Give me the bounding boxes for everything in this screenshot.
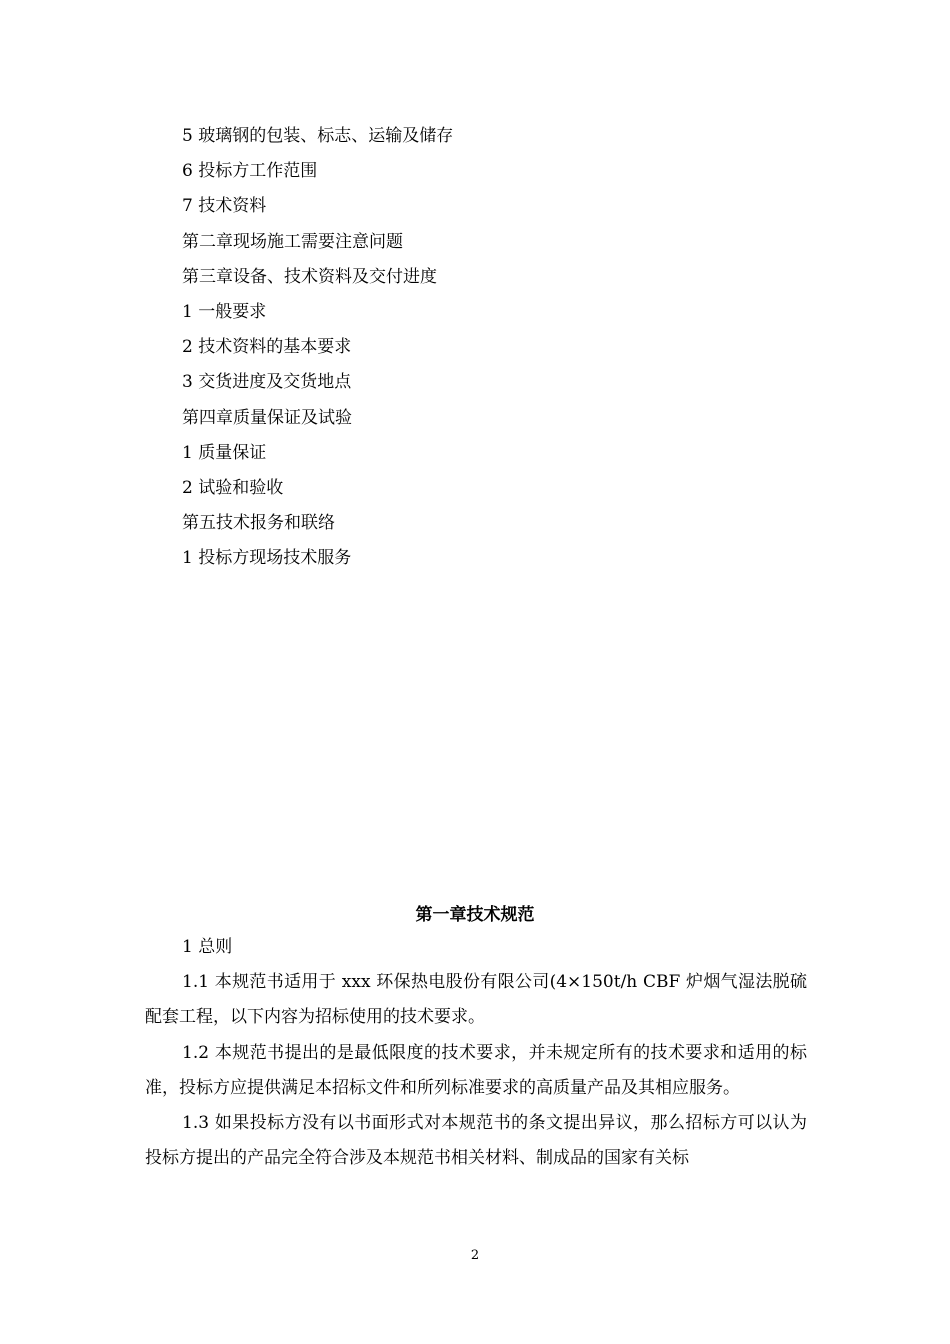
paragraph: 1.3 如果投标方没有以书面形式对本规范书的条文提出异议，那么招标方可以认为投标方提出的产品完全符合涉及本规范书相关材料、制成品的国家有关标 bbox=[145, 1113, 807, 1169]
toc-item: 6 投标方工作范围 bbox=[182, 161, 318, 182]
toc-item: 第三章设备、技术资料及交付进度 bbox=[182, 266, 437, 287]
toc-item: 1 投标方现场技术服务 bbox=[182, 548, 352, 569]
toc-item: 1 质量保证 bbox=[182, 442, 267, 463]
toc-item: 1 一般要求 bbox=[182, 301, 267, 322]
body-text bbox=[145, 930, 807, 1176]
toc-item: 第五技术报务和联络 bbox=[182, 513, 335, 534]
toc-item: 第四章质量保证及试验 bbox=[182, 407, 352, 428]
chapter-title: 第一章技术规范 bbox=[415, 905, 535, 925]
toc-item: 5 玻璃钢的包装、标志、运输及储存 bbox=[182, 126, 454, 146]
page-number: 2 bbox=[470, 1248, 480, 1263]
toc-item: 7 技术资料 bbox=[182, 196, 267, 217]
toc-item: 2 试验和验收 bbox=[182, 477, 284, 498]
section-heading: 1 总则 bbox=[182, 937, 233, 957]
toc-item: 2 技术资料的基本要求 bbox=[182, 337, 352, 358]
table-of-contents bbox=[182, 122, 802, 579]
paragraph: 1.2 本规范书提出的是最低限度的技术要求，并未规定所有的技术要求和适用的标准，投标方应提供满足本招标文件和所列标准要求的高质量产品及其相应服务。 bbox=[145, 1042, 807, 1098]
toc-item: 3 交货进度及交货地点 bbox=[182, 372, 352, 393]
toc-item: 第二章现场施工需要注意问题 bbox=[182, 231, 403, 252]
paragraph: 1.1 本规范书适用于 xxx 环保热电股份有限公司(4×150t/h CBF 炉烟气湿法脱硫配套工程，以下内容为招标使用的技术要求。 bbox=[145, 972, 807, 1028]
